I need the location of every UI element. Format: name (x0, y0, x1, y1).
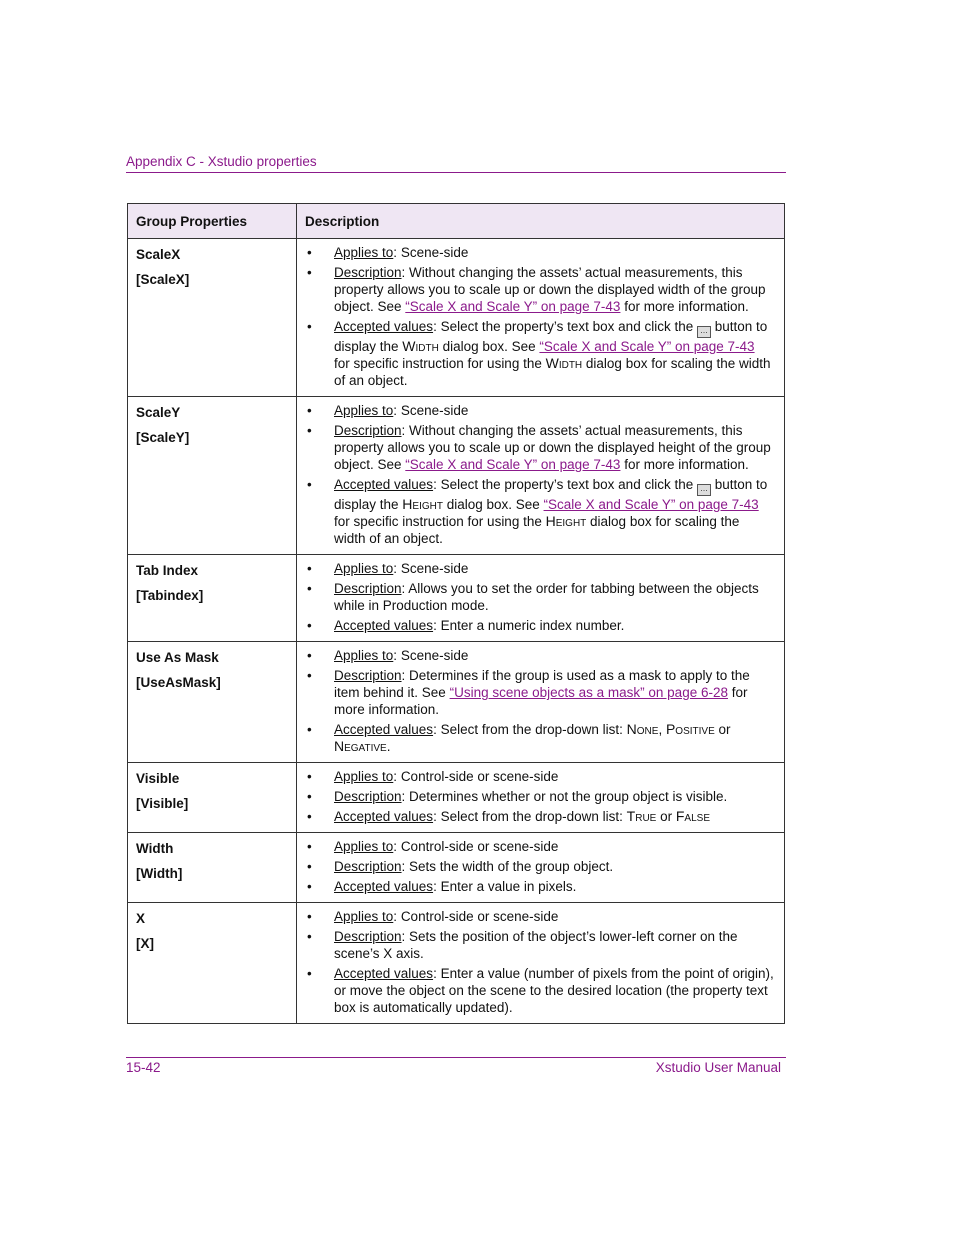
list-item: • Accepted values: Select from the drop-down list: True or False (307, 808, 710, 824)
table-row (128, 903, 785, 1024)
property-alias: [X] (136, 936, 154, 951)
cross-reference-link[interactable]: “Scale X and Scale Y” on page 7-43 (539, 339, 755, 354)
property-name-cell (128, 763, 297, 833)
property-name: ScaleX (136, 247, 181, 262)
property-name-cell (128, 642, 297, 763)
table-row (128, 642, 785, 763)
list-item: • Description: Sets the width of the group object. (307, 859, 614, 874)
cross-reference-link[interactable]: “Scale X and Scale Y” on page 7-43 (405, 457, 621, 472)
cross-reference-link[interactable]: “Scale X and Scale Y” on page 7-43 (405, 299, 621, 314)
property-name-cell (128, 903, 297, 1024)
property-name: X (136, 911, 146, 926)
cross-reference-link[interactable]: “Using scene objects as a mask” on page 6-28 (449, 685, 728, 700)
property-description-cell (297, 555, 785, 642)
property-name-cell (128, 397, 297, 555)
column-header-properties: Group Properties (128, 204, 297, 239)
table-row (128, 555, 785, 642)
list-item: • Description: Determines whether or not the group object is visible. (307, 789, 728, 804)
property-alias: [ScaleY] (136, 430, 190, 445)
column-header-description: Description (297, 204, 785, 239)
page-number: 15-42 (126, 1060, 161, 1075)
list-item: • Applies to: Scene-side (307, 245, 469, 260)
property-name: Width (136, 841, 174, 856)
footer-rule (126, 1057, 786, 1058)
list-item: • Description: Without changing the assets’ actual measurements, this property allows you to scale up or down the displayed height of the group object. See “Scale X and Scale Y” on page 7-43 for more information. (307, 423, 771, 472)
property-name-cell (128, 833, 297, 903)
property-name-cell (128, 239, 297, 397)
list-item: • Applies to: Scene-side (307, 648, 469, 663)
property-description-cell (297, 833, 785, 903)
property-alias: [ScaleX] (136, 272, 190, 287)
list-item: • Description: Without changing the assets’ actual measurements, this property allows you to scale up or down the displayed width of the group object. See “Scale X and Scale Y” on page 7-43 for more information. (307, 265, 766, 314)
list-item: • Accepted values: Select the property’s text box and click the … button to display the Width dialog box. See “Scale X and Scale Y” on page 7-43 for specific instruction for using the Width dialog box for scaling the width of an object. (307, 319, 771, 388)
cross-reference-link[interactable]: “Scale X and Scale Y” on page 7-43 (543, 497, 759, 512)
property-description-cell (297, 903, 785, 1024)
list-item: • Applies to: Control-side or scene-side (307, 769, 559, 784)
table-row (128, 397, 785, 555)
list-item: • Applies to: Control-side or scene-side (307, 909, 559, 924)
list-item: • Description: Determines if the group is used as a mask to apply to the item behind it. See “Using scene objects as a mask” on page 6-28 for more information. (307, 668, 750, 717)
header-rule (126, 172, 786, 173)
property-description-cell (297, 642, 785, 763)
property-name: Tab Index (136, 563, 199, 578)
property-name: ScaleY (136, 405, 181, 420)
list-item: • Description: Allows you to set the order for tabbing between the objects while in Production mode. (307, 581, 759, 613)
property-description-cell (297, 239, 785, 397)
browse-button-icon: … (697, 484, 711, 496)
manual-title: Xstudio User Manual (655, 1060, 781, 1075)
table-row (128, 763, 785, 833)
list-item: • Description: Sets the position of the object’s lower-left corner on the scene’s X axis. (307, 929, 738, 961)
list-item: • Accepted values: Enter a value (number of pixels from the point of origin), or move the object on the scene to the desired location (the property text box is automatically updated). (307, 966, 774, 1015)
property-alias: [Tabindex] (136, 588, 204, 603)
table-header-row (128, 204, 785, 239)
table-row (128, 833, 785, 903)
property-name-cell (128, 555, 297, 642)
list-item: • Accepted values: Select from the drop-down list: None, Positive or Negative. (307, 721, 731, 754)
property-alias: [UseAsMask] (136, 675, 221, 690)
list-item: • Accepted values: Enter a value in pixels. (307, 879, 577, 894)
group-properties-table (127, 203, 785, 1024)
property-description-cell (297, 397, 785, 555)
running-header: Appendix C - Xstudio properties (126, 154, 317, 169)
property-description-cell (297, 763, 785, 833)
table-row (128, 239, 785, 397)
list-item: • Applies to: Scene-side (307, 403, 469, 418)
property-name: Visible (136, 771, 180, 786)
property-alias: [Visible] (136, 796, 189, 811)
list-item: • Applies to: Scene-side (307, 561, 469, 576)
browse-button-icon: … (697, 326, 711, 338)
property-name: Use As Mask (136, 650, 219, 665)
list-item: • Accepted values: Enter a numeric index number. (307, 618, 625, 633)
list-item: • Accepted values: Select the property’s text box and click the … button to display the Height dialog box. See “Scale X and Scale Y” on page 7-43 for specific instruction for using the Height dialog box for scaling the width of an object. (307, 477, 768, 546)
list-item: • Applies to: Control-side or scene-side (307, 839, 559, 854)
property-alias: [Width] (136, 866, 183, 881)
